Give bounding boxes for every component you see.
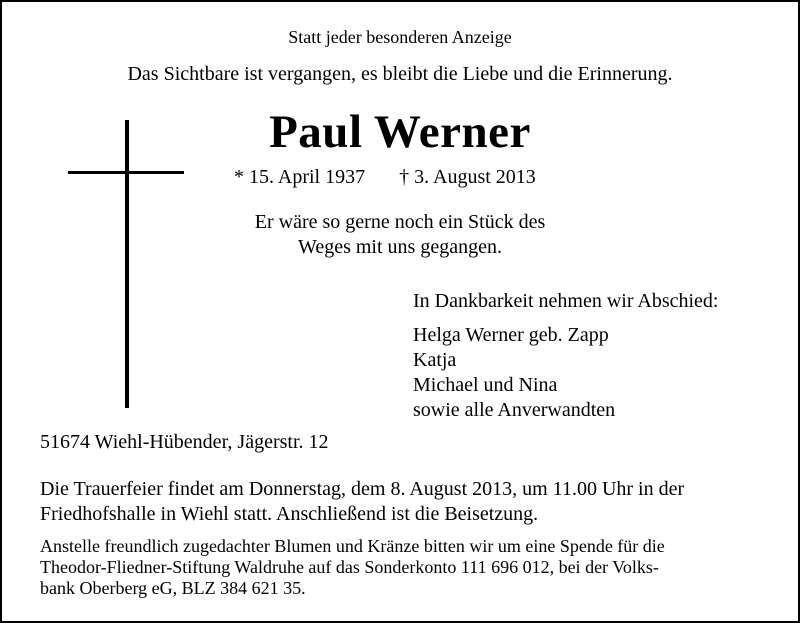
family-address: 51674 Wiehl-Hübender, Jägerstr. 12 [40,431,329,453]
memorial-quote [2,210,798,260]
mourners-list [413,323,615,423]
ceremony-line: Friedhofshalle in Wiehl statt. Anschließend ist die Beisetzung. [40,503,539,525]
motto-line: Das Sichtbare ist vergangen, es bleibt die Liebe und die Erinnerung. [127,63,673,85]
donation-line: Theodor-Fliedner-Stiftung Waldruhe auf das Sonderkonto 111 696 012, bei der Volks- [40,557,659,577]
ceremony-line: Die Trauerfeier findet am Donnerstag, dem 8. August 2013, um 11.00 Uhr in der [40,478,685,500]
donation-request [40,536,770,599]
notice-header: Statt jeder besonderen Anzeige [288,27,512,47]
mourner-name: Katja [413,349,457,371]
donation-line: Anstelle freundlich zugedachter Blumen und Kränze bitten wir um eine Spende für die [40,536,665,556]
life-dates [234,167,536,187]
mourner-name: Helga Werner geb. Zapp [413,324,609,346]
death-date: † 3. August 2013 [399,166,536,188]
quote-line: Weges mit uns gegangen. [298,236,502,258]
donation-line: bank Oberberg eG, BLZ 384 621 35. [40,578,306,598]
birth-date: * 15. April 1937 [234,166,366,188]
quote-line: Er wäre so gerne noch ein Stück des [254,211,546,233]
mourner-name: Michael und Nina [413,374,558,396]
farewell-heading: In Dankbarkeit nehmen wir Abschied: [413,290,719,312]
deceased-name: Paul Werner [269,106,531,158]
cross-icon-crossbar [68,171,184,174]
ceremony-info [40,477,770,527]
cross-icon [125,120,129,408]
mourner-name: sowie alle Anverwandten [413,399,616,421]
